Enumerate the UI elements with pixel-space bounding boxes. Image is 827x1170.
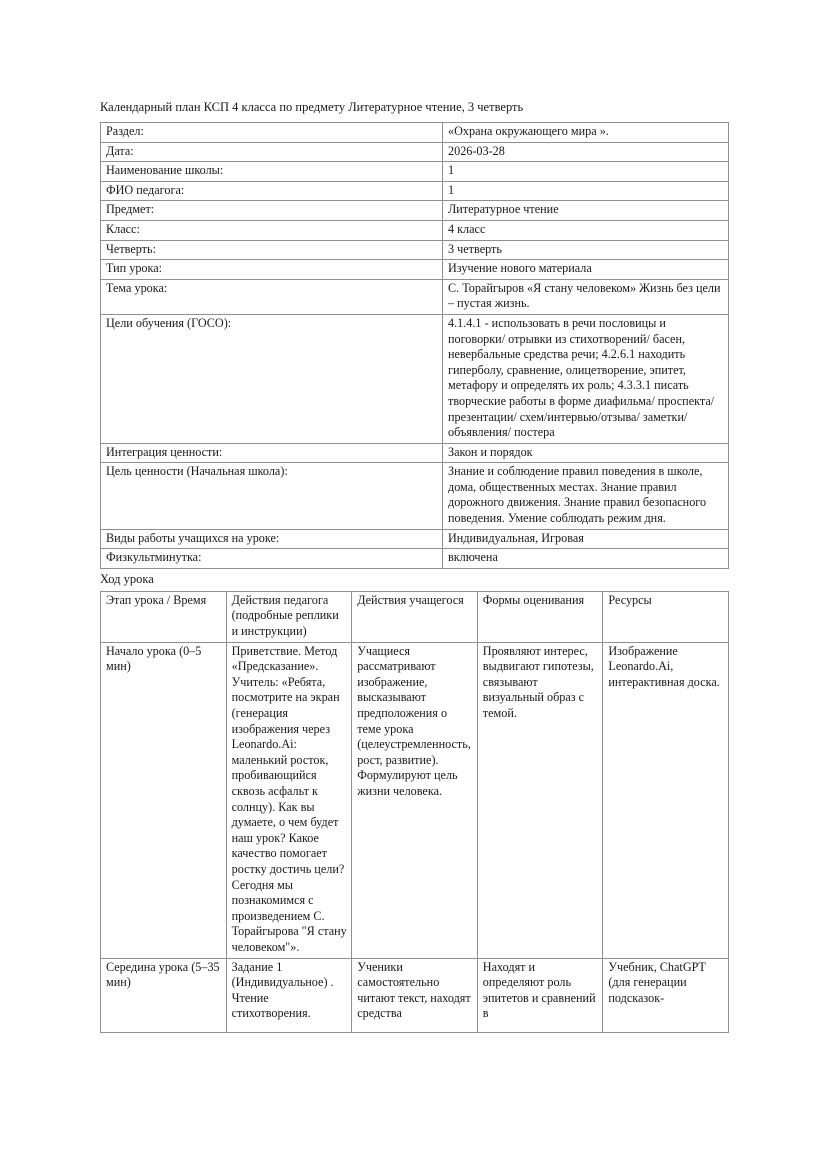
info-value: Изучение нового материала [443,260,729,280]
info-label: Физкультминутка: [101,549,443,569]
table-row [101,201,729,221]
info-label: Класс: [101,220,443,240]
cell-resources: Изображение Leonardo.Ai, интерактивная доска. [603,642,729,958]
column-header-student-actions: Действия учащегося [352,591,478,642]
cell-teacher-actions: Приветствие. Метод «Предсказание». Учитель: «Ребята, посмотрите на экран (генерация изображения через Leonardo.Ai: маленький росток, пробивающийся сквозь асфальт к солнцу). Как вы думаете, о чем будет наш урок? Какое качество помогает ростку достичь цели? Сегодня мы познакомимся с произведением С. Торайгырова "Я стану человеком"». [226,642,352,958]
table-row [101,181,729,201]
cell-stage: Середина урока (5–35 мин) [101,958,227,1032]
cell-assessment: Проявляют интерес, выдвигают гипотезы, связывают визуальный образ с темой. [477,642,603,958]
info-label: Дата: [101,142,443,162]
lesson-info-table [100,122,729,569]
lesson-info-body [101,123,729,569]
info-label: Виды работы учащихся на уроке: [101,529,443,549]
table-row [101,279,729,314]
cell-teacher-actions: Задание 1 (Индивидуальное) . Чтение стихотворения. [226,958,352,1032]
info-label: Раздел: [101,123,443,143]
info-value: 4.1.4.1 - использовать в речи пословицы и поговорки/ отрывки из стихотворений/ басен, невербальные средства речи; 4.2.6.1 находить гиперболу, сравнение, олицетворение, эпитет, метафору и определять их роль; 4.3.3.1 писать творческие работы в форме диафильма/ проспекта/презентации/ схем/интервью/отзыва/ заметки/объявления/ постера [443,314,729,443]
info-label: Предмет: [101,201,443,221]
table-row [101,142,729,162]
info-label: Тип урока: [101,260,443,280]
cell-resources: Учебник, ChatGPT (для генерации подсказок- [603,958,729,1032]
table-row [101,123,729,143]
info-label: Тема урока: [101,279,443,314]
info-value: 1 [443,181,729,201]
info-value: 3 четверть [443,240,729,260]
info-value: Закон и порядок [443,443,729,463]
info-label: Цель ценности (Начальная школа): [101,463,443,529]
info-value: 2026-03-28 [443,142,729,162]
table-row [101,463,729,529]
table-row [101,443,729,463]
table-row-truncated [101,958,729,1032]
table-row [101,314,729,443]
info-value: 1 [443,162,729,182]
table-row [101,240,729,260]
lesson-flow-table [100,591,729,1033]
table-row [101,220,729,240]
info-value: «Охрана окружающего мира ». [443,123,729,143]
table-row [101,549,729,569]
info-value: Литературное чтение [443,201,729,221]
info-label: Цели обучения (ГОСО): [101,314,443,443]
table-row [101,529,729,549]
column-header-assessment: Формы оценивания [477,591,603,642]
table-row [101,162,729,182]
info-label: ФИО педагога: [101,181,443,201]
info-value: Знание и соблюдение правил поведения в школе, дома, общественных местах. Знание правил дорожного движения. Знание правил безопасного поведения. Умение соблюдать режим дня. [443,463,729,529]
info-value: включена [443,549,729,569]
lesson-flow-caption: Ход урока [100,571,154,586]
cell-stage: Начало урока (0–5 мин) [101,642,227,958]
table-row [101,642,729,958]
info-value: Индивидуальная, Игровая [443,529,729,549]
column-header-teacher-actions: Действия педагога (подробные реплики и инструкции) [226,591,352,642]
info-label: Наименование школы: [101,162,443,182]
column-header-resources: Ресурсы [603,591,729,642]
lesson-flow-body [101,591,729,1032]
cell-assessment: Находят и определяют роль эпитетов и сравнений в [477,958,603,1032]
table-header-row [101,591,729,642]
cell-student-actions: Учащиеся рассматривают изображение, высказывают предположения о теме урока (целеустремленность, рост, развитие). Формулируют цель жизни человека. [352,642,478,958]
info-value: С. Торайгыров «Я стану человеком» Жизнь без цели – пустая жизнь. [443,279,729,314]
table-row [101,260,729,280]
cell-student-actions: Ученики самостоятельно читают текст, находят средства [352,958,478,1032]
info-label: Интеграция ценности: [101,443,443,463]
column-header-stage: Этап урока / Время [101,591,227,642]
info-label: Четверть: [101,240,443,260]
page-title: Календарный план КСП 4 класса по предмету Литературное чтение, 3 четверть [100,100,524,114]
info-value: 4 класс [443,220,729,240]
